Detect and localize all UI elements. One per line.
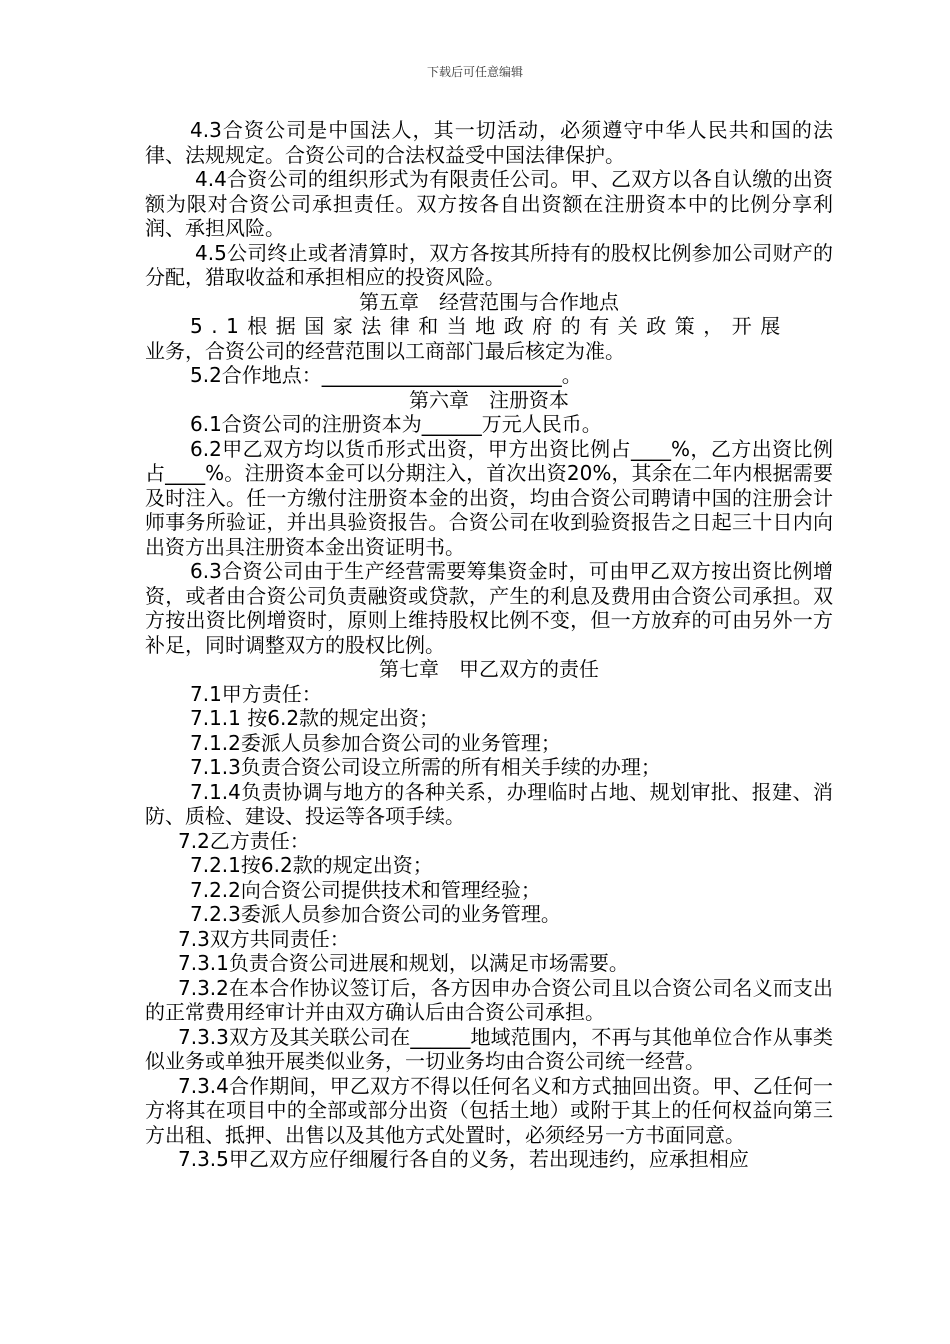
clause-7-3-5: 7.3.5甲乙双方应仔细履行各自的义务，若出现违约，应承担相应 — [178, 1147, 749, 1171]
clause-5-2: 5.2合作地点：________________________。 — [190, 363, 582, 387]
clause-5-1-line1: 5.1根据国家法律和当地政府的有关政策，开展 — [190, 314, 789, 338]
chapter-5-heading: 第五章 经营范围与合作地点 — [359, 289, 619, 314]
clause-7-1-1: 7.1.1 按6.2款的规定出资； — [190, 706, 440, 730]
clause-6-2: 6.2甲乙双方均以货币形式出资，甲方出资比例占____%，乙方出资比例占____%。注册资本金可以分期注入，首次出资20%，其余在二年内根据需要及时注入。任一方缴付注册资本金的出资，均由合资公司聘请中国的注册会计师事务所验证，并出具验资报告。合资公司在收到验资报告之日起三十日内向出资方出具注册资本金出资证明书。 — [145, 436, 833, 559]
clause-7-1-3: 7.1.3负责合资公司设立所需的所有相关手续的办理； — [190, 755, 661, 779]
clause-7-3: 7.3双方共同责任： — [178, 926, 350, 951]
clause-7-1: 7.1甲方责任： — [190, 681, 322, 706]
clause-5-1-line2: 业务，合资公司的经营范围以工商部门最后核定为准。 — [145, 338, 625, 363]
clause-7-2-2: 7.2.2向合资公司提供技术和管理经验； — [190, 877, 541, 902]
clause-6-3: 6.3合资公司由于生产经营需要筹集资金时，可由甲乙双方按出资比例增资，或者由合资公司负责融资或贷款，产生的利息及费用由合资公司承担。双方按出资比例增资时，原则上维持股权比例不变，但一方放弃的可由另外一方补足，同时调整双方的股权比例。 — [145, 559, 833, 657]
clause-7-1-4: 7.1.4负责协调与地方的各种关系，办理临时占地、规划审批、报建、消防、质检、建设、投运等各项手续。 — [145, 779, 833, 828]
chapter-6-heading: 第六章 注册资本 — [409, 387, 569, 412]
clause-7-2-1: 7.2.1按6.2款的规定出资； — [190, 853, 433, 877]
clause-7-3-2: 7.3.2在本合作协议签订后，各方因申办合资公司且以合资公司名义而支出的正常费用经审计并由双方确认后由合资公司承担。 — [145, 975, 833, 1024]
clause-4-5: 4.5公司终止或者清算时，双方各按其所持有的股权比例参加公司财产的分配，猎取收益和承担相应的投资风险。 — [145, 240, 833, 289]
chapter-7-heading: 第七章 甲乙双方的责任 — [379, 657, 599, 681]
clause-4-3: 4.3合资公司是中国法人，其一切活动，必须遵守中华人民共和国的法律、法规规定。合资公司的合法权益受中国法律保护。 — [145, 118, 833, 167]
clause-7-1-2: 7.1.2委派人员参加合资公司的业务管理； — [190, 730, 561, 755]
clause-4-4: 4.4合资公司的组织形式为有限责任公司。甲、乙双方以各自认缴的出资额为限对合资公司承担责任。双方按各自出资额在注册资本中的比例分享利润、承担风险。 — [145, 167, 833, 240]
contract-body — [145, 118, 833, 1172]
clause-7-2-3: 7.2.3委派人员参加合资公司的业务管理。 — [190, 902, 561, 926]
clause-7-3-3: 7.3.3双方及其关联公司在______地域范围内，不再与其他单位合作从事类似业务或单独开展类似业务，一切业务均由合资公司统一经营。 — [145, 1024, 833, 1073]
page-header: 下载后可任意编辑 — [426, 65, 523, 79]
clause-6-1: 6.1合资公司的注册资本为______万元人民币。 — [190, 412, 602, 436]
clause-7-3-4: 7.3.4合作期间，甲乙双方不得以任何名义和方式抽回出资。甲、乙任何一方将其在项目中的全部或部分出资（包括土地）或附于其上的任何权益向第三方出租、抵押、出售以及其他方式处置时，必须经另一方书面同意。 — [145, 1073, 833, 1147]
clause-7-3-1: 7.3.1负责合资公司进展和规划，以满足市场需要。 — [178, 951, 629, 975]
clause-7-2: 7.2乙方责任： — [178, 828, 310, 853]
